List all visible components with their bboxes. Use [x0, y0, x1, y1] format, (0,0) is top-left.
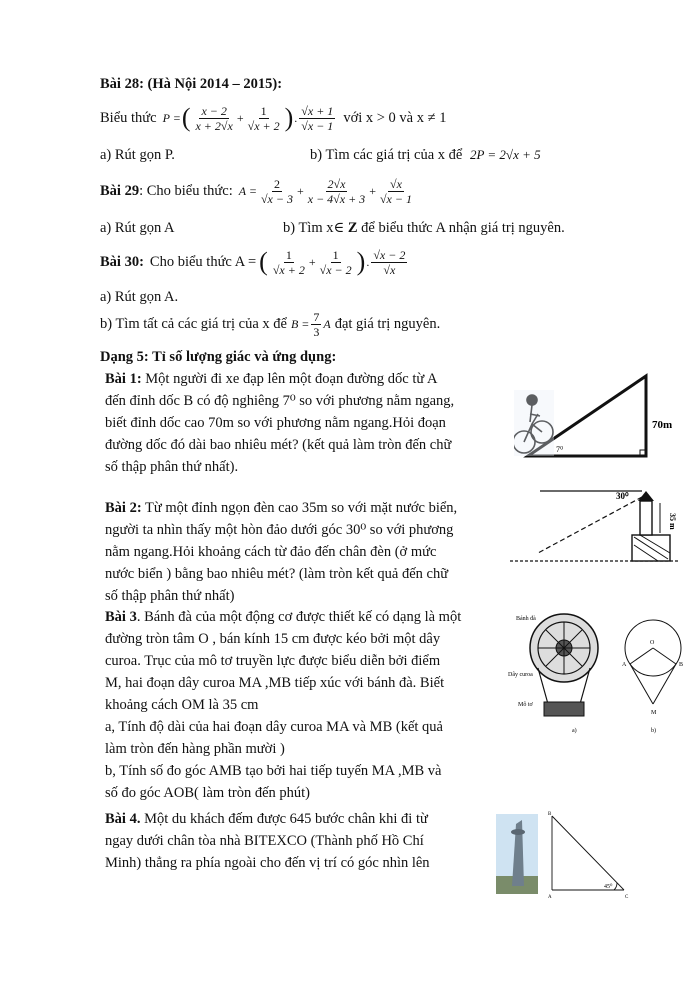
label-mo-to: Mô tơ — [518, 702, 533, 708]
section-heading-dang5: Dạng 5: Tỉ số lượng giác và ứng dụng: — [100, 349, 337, 365]
bai28-frac3: $\frac{√x + 1}{√x - 1}$ — [301, 103, 334, 133]
bai28-frac2: $\frac{1}{√x + 2}$ — [247, 103, 280, 133]
bai28-formula: P = ( $\frac{x - 2}{x + 2√x}$ + $\frac{1}{√x + 2}$ ) . $\frac{√x + 1}{√x - 1}$ — [162, 103, 334, 133]
label-banh-da: Bánh đà — [516, 616, 536, 622]
bai2-text: Bài 2: Từ một đỉnh ngọn đèn cao 35m so với mặt nước biển, người ta nhìn thấy một hòn đảo dưới góc 30⁰ so với phương nằm ngang.Hỏi khoảng cách từ đảo đến chân đèn (ở mức nước biển ) bằng bao nhiêu mét? (làm tròn kết quả đến chữ số thập phân thứ nhất) — [105, 500, 458, 604]
label-fig-b: b) — [651, 728, 656, 734]
label-B: B — [679, 662, 684, 668]
label-B4: B — [548, 812, 552, 817]
bai1-text: Bài 1: Một người đi xe đạp lên một đoạn đường dốc từ A đến đỉnh dốc B có độ nghiêng 7⁰ so với phương nằm ngang, biết đỉnh dốc cao 70m so với phương nằm ngang.Hỏi đoạn đường dốc đó dài bao nhiêu mét? (kết quả làm tròn đến chữ số thập phân thứ nhất). — [105, 371, 455, 475]
label-M: M — [651, 710, 657, 716]
bai29-title: Bài 29 — [100, 183, 140, 199]
label-A: A — [622, 662, 627, 668]
label-day-curoa: Dây curoa — [508, 672, 533, 678]
bai29-formula: A = $\frac{2}{√x - 3}$ + $\frac{2√x}{x - 4√x + 3}$ + $\frac{√x}{√x - 1}$ — [238, 176, 412, 206]
bai29-part-b: b) Tìm x∈ Z để biểu thức A nhận giá trị nguyên. — [283, 220, 565, 236]
bai30-heading: Bài 30: Cho biểu thức A = ( $\frac{1}{√x + 2}$ + $\frac{1}{√x - 2}$ ) . $\frac{√x - 2}{√x}$ — [100, 240, 409, 284]
bai30-formula: ( $\frac{1}{√x + 2}$ + $\frac{1}{√x - 2}$ ) . $\frac{√x - 2}{√x}$ — [259, 247, 406, 277]
bai28-condition: với x > 0 và x ≠ 1 — [343, 110, 447, 126]
bai28-P: P = — [162, 111, 181, 125]
bai29-heading: Bài 29 : Cho biểu thức: A = $\frac{2}{√x - 3}$ + $\frac{2√x}{x - 4√x + 3}$ + $\frac{√x}{√x - 1}$ — [100, 168, 416, 214]
bai4-text: Bài 4. Một du khách đếm được 645 bước chân khi đi từ ngay dưới chân tòa nhà BITEXCO (Thành phố Hồ Chí Minh) thẳng ra phía ngoài cho đến vị trí có góc nhìn lên — [105, 811, 430, 871]
bai3-figure — [508, 608, 688, 738]
bai30-part-b: b) Tìm tất cả các giá trị của x để B = $\frac{7}{3}$ A đạt giá trị nguyên. — [100, 309, 441, 339]
bai28-part-a: a) Rút gọn P. — [100, 147, 175, 163]
bitexco-tower-photo — [496, 814, 538, 894]
bai28-part-b: b) Tìm các giá trị của x để 2P = 2√x + 5 — [310, 147, 541, 163]
bai28-b-expr: 2P = 2√x + 5 — [469, 147, 541, 162]
flywheel-photo — [530, 614, 598, 716]
bai3-text: Bài 3. Bánh đà của một động cơ được thiết kế có dạng là một đường tròn tâm O , bán kính 15 cm được kéo bởi một dây curoa. Trục của mô tơ truyền lực được biểu diễn bởi điểm M, hai đoạn dây curoa MA ,MB tiếp xúc với bánh đà. Biết khoảng cách OM là 35 cm a, Tính độ dài của hai đoạn dây curoa MA và MB (kết quả làm tròn đến hàng phần mười ) b, Tính số đo góc AMB tạo bởi hai tiếp tuyến MA ,MB và số đo góc AOB( làm tròn đến phút) — [105, 609, 462, 801]
bai28-frac1: $\frac{x - 2}{x + 2√x}$ — [195, 103, 233, 133]
bai28-expression — [100, 98, 446, 138]
bai28-title: Bài 28: (Hà Nội 2014 – 2015): — [100, 76, 283, 92]
label-C4: C — [625, 895, 629, 900]
label-fig-a: a) — [572, 728, 577, 734]
bai2-height-label: 35 m — [668, 513, 677, 530]
bai30-part-a: a) Rút gọn A. — [100, 289, 179, 305]
label-O: O — [650, 640, 655, 646]
bai28-lead: Biểu thức — [100, 110, 157, 126]
bai1-figure — [514, 370, 674, 462]
bai1-angle-label: 7⁰ — [556, 445, 564, 454]
bai29-part-a: a) Rút gọn A — [100, 220, 175, 236]
bai4-figure — [496, 806, 636, 900]
bai30-title: Bài 30: — [100, 254, 144, 270]
bai2-angle-label: 30⁰ — [616, 491, 629, 501]
tangent-diagram — [625, 620, 684, 704]
label-angle4: 45⁰ — [604, 884, 613, 890]
label-A4: A — [548, 895, 552, 900]
bai1-height-label: 70m — [652, 419, 673, 431]
bai2-figure — [510, 487, 682, 567]
